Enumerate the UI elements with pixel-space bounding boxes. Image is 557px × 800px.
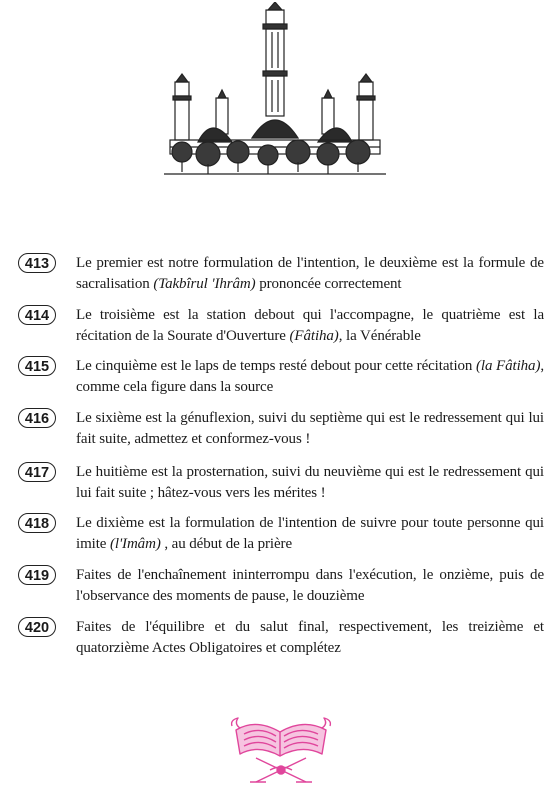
verse-415	[18, 356, 544, 398]
verse-419	[18, 565, 544, 607]
verse-text: Faites de l'équilibre et du salut final, respectivement, les treizième et quatorzième Actes Obligatoires et complétez	[76, 619, 544, 656]
verse-414	[18, 305, 544, 347]
verse-420	[18, 617, 544, 659]
verse-number: 416	[18, 408, 56, 428]
mosque-illustration-icon	[160, 2, 390, 180]
verse-number: 415	[18, 356, 56, 376]
verse-number: 420	[18, 617, 56, 637]
verse-number: 414	[18, 305, 56, 325]
verse-413	[18, 253, 544, 295]
verse-text: Faites de l'enchaînement ininterrompu dans l'exécution, le onzième, puis de l'observance des moments de pause, le douzième	[76, 567, 544, 604]
verse-text: Le cinquième est le laps de temps resté debout pour cette récitation (la Fâtiha), comme cela figure dans la source	[76, 358, 544, 395]
verse-text: Le dixième est la formulation de l'intention de suivre pour toute personne qui imite (l'Imâm) , au début de la prière	[76, 515, 544, 552]
verse-text: Le sixième est la génuflexion, suivi du septième qui est le redressement qui lui fait suite, admettez et conformez-vous !	[76, 410, 544, 447]
verse-number: 413	[18, 253, 56, 273]
verse-text: Le premier est notre formulation de l'intention, le deuxième est la formule de sacralisation (Takbîrul 'Ihrâm) prononcée correctement	[76, 255, 544, 292]
verse-418	[18, 513, 544, 555]
verse-text: Le huitième est la prosternation, suivi du neuvième qui est le redressement qui lui fait suite ; hâtez-vous vers les mérites !	[76, 464, 544, 501]
verse-number: 419	[18, 565, 56, 585]
verse-text: Le troisième est la station debout qui l'accompagne, le quatrième est la récitation de la Sourate d'Ouverture (Fâtiha), la Vénérable	[76, 307, 544, 344]
verse-number: 417	[18, 462, 56, 482]
verse-416	[18, 408, 544, 450]
verse-number: 418	[18, 513, 56, 533]
quran-book-on-stand-icon	[226, 708, 336, 792]
verse-417	[18, 462, 544, 504]
